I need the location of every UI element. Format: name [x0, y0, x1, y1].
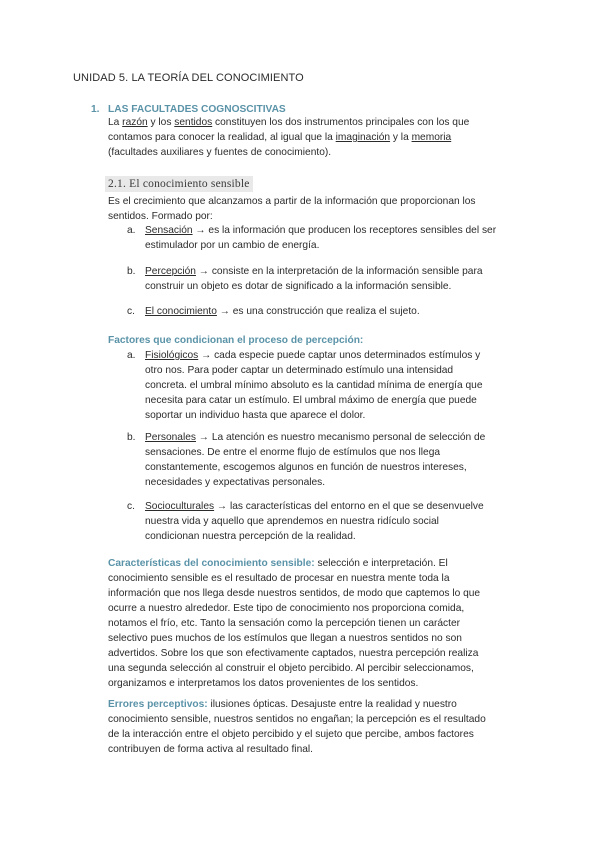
characteristics-label: Características del conocimiento sensible:	[108, 558, 315, 569]
list-item-line: necesidades y expectativas personales.	[145, 477, 326, 488]
paragraph-line: una segunda selección al construir el objeto percibido. Al percibir seleccionamos,	[108, 663, 474, 674]
text: y la	[390, 132, 412, 143]
term-razon: razón	[122, 117, 148, 128]
term-percepcion: Percepción	[145, 266, 196, 277]
paragraph-line: contribuyen de forma activa al resultado final.	[108, 744, 313, 755]
term-fisiologicos: Fisiológicos	[145, 350, 199, 361]
list-item-line: necesita para catar un estímulo. El umbral máximo de energía que puede	[145, 395, 477, 406]
text: → La atención es nuestro mecanismo personal de selección de	[195, 432, 486, 443]
list-item	[145, 304, 420, 319]
text: y los	[147, 117, 175, 128]
subsection-intro-line: Es el crecimiento que alcanzamos a partir de la información que proporcionan los	[108, 196, 476, 207]
list-item-line: condicionan nuestra percepción de la realidad.	[145, 531, 356, 542]
text: La	[108, 117, 123, 128]
list-marker: a.	[127, 350, 136, 361]
term-memoria: memoria	[411, 132, 452, 143]
list-item-line: estimulador por un cambio de energía.	[145, 240, 320, 251]
paragraph-line: conocimiento sensible, nuestros sentidos no engañan; la percepción es el resultado	[108, 714, 486, 725]
term-conocimiento: El conocimiento	[145, 306, 217, 317]
text: constituyen los dos instrumentos principales con los que	[212, 117, 470, 128]
section-paragraph-line	[108, 115, 469, 130]
text: ilusiones ópticas. Desajuste entre la realidad y nuestro	[207, 699, 457, 710]
list-item-line: construir un objeto es dotar de significado a la información sensible.	[145, 281, 452, 292]
section-paragraph-line	[108, 130, 451, 145]
term-sensacion: Sensación	[145, 225, 193, 236]
section-paragraph-line: (facultades auxiliares y fuentes de conocimiento).	[108, 147, 332, 158]
list-item	[145, 223, 496, 238]
list-item	[145, 430, 485, 445]
errors-label: Errores perceptivos:	[108, 699, 208, 710]
text: → es la información que producen los receptores sensibles del ser	[192, 225, 497, 236]
factors-heading: Factores que condicionan el proceso de percepción:	[108, 335, 364, 346]
characteristics-paragraph	[108, 556, 448, 571]
term-imaginacion: imaginación	[335, 132, 391, 143]
list-marker: c.	[127, 306, 135, 317]
errors-paragraph	[108, 697, 457, 712]
paragraph-line: selectivo pues muchos de los estímulos que llegan a nuestros sentidos no son	[108, 633, 462, 644]
list-item-line: sensaciones. De entre el enorme flujo de estímulos que nos llega	[145, 447, 441, 458]
list-marker: c.	[127, 501, 135, 512]
list-marker: b.	[127, 432, 136, 443]
paragraph-line: de la interacción entre el objeto percibido y el sujeto que percibe, ambos factores	[108, 729, 474, 740]
section-number: 1.	[91, 104, 100, 115]
paragraph-line: organizamos e interpretamos los datos provenientes de los sentidos.	[108, 678, 419, 689]
list-marker: b.	[127, 266, 136, 277]
text: selección e interpretación. El	[314, 558, 448, 569]
section-heading: LAS FACULTADES COGNOSCITIVAS	[108, 104, 286, 115]
list-marker: a.	[127, 225, 136, 236]
list-item-line: soportar un individuo hasta que aparece el dolor.	[145, 410, 366, 421]
term-sentidos: sentidos	[174, 117, 213, 128]
term-personales: Personales	[145, 432, 196, 443]
list-item	[145, 264, 483, 279]
text: → es una construcción que realiza el sujeto.	[216, 306, 420, 317]
list-item-line: nuestra vida y aquello que aprendemos en nuestra ridículo social	[145, 516, 439, 527]
list-item	[145, 499, 484, 514]
page-title: UNIDAD 5. LA TEORÍA DEL CONOCIMIENTO	[73, 72, 304, 84]
list-item-line: concreta. el umbral mínimo absoluto es la cantidad mínima de energía que	[145, 380, 483, 391]
paragraph-line: notamos el frío, etc. Tanto la sensación como la percepción tienen un carácter	[108, 618, 461, 629]
subsection-heading: 2.1. El conocimiento sensible	[105, 176, 253, 192]
paragraph-line: conocimiento sensible es el resultado de procesar en nuestra mente toda la	[108, 573, 450, 584]
text: → consiste en la interpretación de la información sensible para	[195, 266, 483, 277]
text: contamos para conocer la realidad, al igual que la	[108, 132, 336, 143]
list-item-line: otro nos. Para poder captar un determinado estímulo una intensidad	[145, 365, 454, 376]
text: → las características del entorno en el que se desenvuelve	[214, 501, 484, 512]
subsection-intro-line: sentidos. Formado por:	[108, 211, 213, 222]
list-item	[145, 348, 480, 363]
list-item-line: constantemente, escogemos algunos en función de nuestros intereses,	[145, 462, 467, 473]
paragraph-line: información que nos llega desde nuestros sentidos, de modo que captemos lo que	[108, 588, 481, 599]
term-socioculturales: Socioculturales	[145, 501, 215, 512]
paragraph-line: advertidos. Sobre los que son efectivamente captados, nuestra percepción realiza	[108, 648, 479, 659]
text: → cada especie puede captar unos determinados estímulos y	[198, 350, 481, 361]
paragraph-line: ocurre a nuestro alrededor. Este tipo de conocimiento nos proporciona comida,	[108, 603, 465, 614]
